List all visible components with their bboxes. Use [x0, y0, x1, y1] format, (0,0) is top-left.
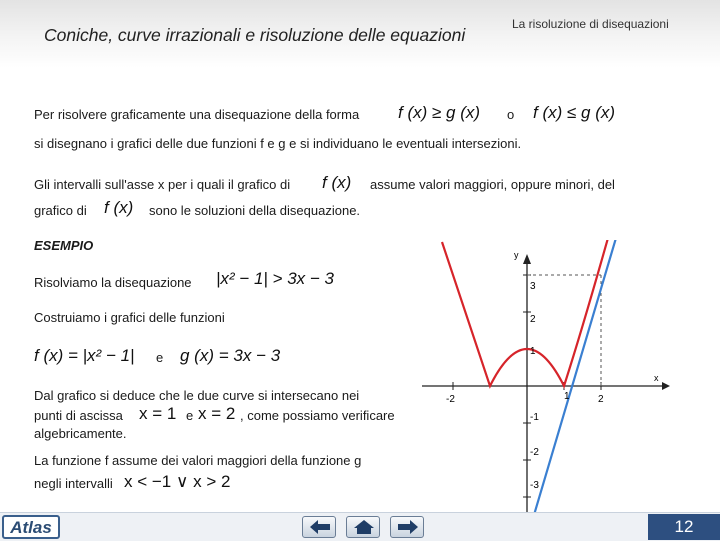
- construct-label: Costruiamo i grafici delle funzioni: [34, 310, 225, 325]
- fx-expression: f (x): [322, 173, 352, 192]
- x-tick-label: -2: [446, 394, 455, 405]
- fx-expression-2: f (x): [104, 198, 134, 217]
- intro-line-4b: sono le soluzioni della disequazione.: [149, 203, 361, 218]
- home-icon: [353, 519, 375, 535]
- y-tick-label: 2: [530, 314, 536, 325]
- inequality-le: f (x) ≤ g (x): [533, 103, 616, 122]
- paragraph-1-line-1: Dal grafico si deduce che le due curve si intersecano nei: [34, 388, 360, 403]
- solution-x2: x = 2: [198, 404, 236, 423]
- back-button[interactable]: [302, 516, 336, 538]
- solve-label: Risolviamo la disequazione: [34, 275, 192, 290]
- page-title: Coniche, curve irrazionali e risoluzione delle equazioni: [44, 25, 466, 45]
- paragraph-1-line-2a: punti di ascissa: [34, 408, 123, 423]
- paragraph-1-line-2b: , come possiamo verificare: [240, 408, 395, 423]
- y-tick-label: 1: [530, 346, 536, 357]
- x-axis-arrow: [662, 382, 670, 390]
- x-tick-label: 1: [564, 391, 570, 402]
- intro-line-1: Per risolvere graficamente una disequazione della forma: [34, 107, 360, 122]
- line-g: [534, 240, 616, 515]
- forward-button[interactable]: [390, 516, 424, 538]
- solution-x1: x = 1: [139, 404, 177, 423]
- intro-line-3b: assume valori maggiori, oppure minori, del: [370, 177, 615, 192]
- and-word: e: [156, 350, 164, 365]
- inequality-ge: f (x) ≥ g (x): [398, 103, 481, 122]
- or-word: o: [507, 107, 515, 122]
- final-solution: x < −1 ∨ x > 2: [124, 472, 231, 491]
- page-number: 12: [648, 514, 720, 540]
- y-tick-label: -3: [530, 480, 539, 491]
- paragraph-1-line-3: algebricamente.: [34, 426, 127, 441]
- paragraph-2-line-1: La funzione f assume dei valori maggiori della funzione g: [34, 453, 362, 468]
- x-tick-label: 2: [598, 394, 604, 405]
- x-axis-label: x: [654, 373, 659, 383]
- atlas-logo: Atlas: [2, 515, 60, 539]
- y-tick-label: -1: [530, 412, 539, 423]
- intro-line-3a: Gli intervalli sull'asse x per i quali il grafico di: [34, 177, 291, 192]
- y-tick-label: 3: [530, 281, 536, 292]
- g-definition: g (x) = 3x − 3: [180, 346, 281, 365]
- intro-line-4a: grafico di: [34, 203, 87, 218]
- intro-line-2: si disegnano i grafici delle due funzioni f e g e si individuano le eventuali intersezioni.: [34, 136, 522, 151]
- paragraph-2-line-2a: negli intervalli: [34, 476, 113, 491]
- home-button[interactable]: [346, 516, 380, 538]
- example-inequality: |x² − 1| > 3x − 3: [216, 269, 334, 288]
- y-axis-label: y: [514, 250, 519, 260]
- y-tick-label: -2: [530, 447, 539, 458]
- example-heading: ESEMPIO: [34, 238, 94, 253]
- arrow-right-icon: [397, 519, 419, 535]
- arrow-left-icon: [309, 519, 331, 535]
- y-axis-arrow: [523, 254, 531, 264]
- section-subtitle: La risoluzione di disequazioni: [512, 17, 669, 31]
- function-graph: [422, 240, 672, 520]
- f-definition: f (x) = |x² − 1|: [34, 346, 135, 365]
- paragraph-1-e: e: [186, 408, 194, 423]
